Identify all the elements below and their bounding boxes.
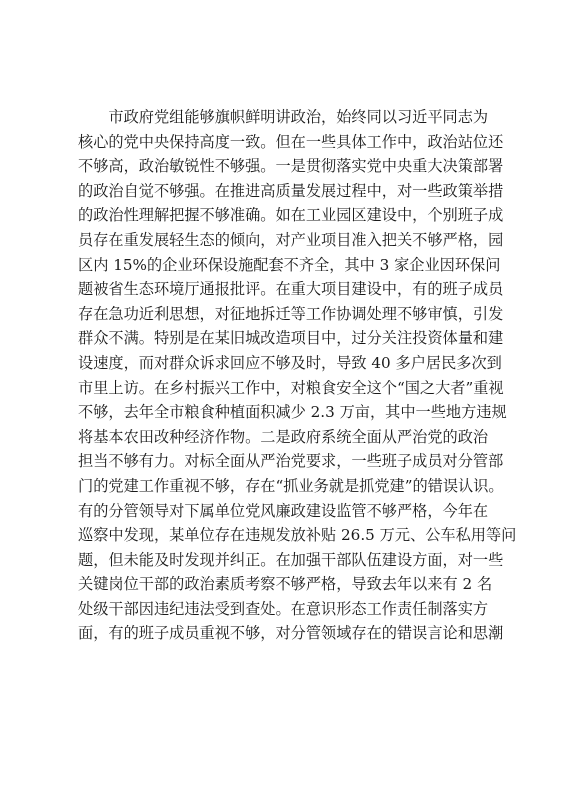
text-line: 不够高，政治敏锐性不够强。一是贯彻落实党中央重大决策部署 [78,157,504,176]
text-line: 市里上访。在乡村振兴工作中，对粮食安全这个“国之大者”重视 [78,378,504,397]
text-line: 存在急功近利思想，对征地拆迁等工作协调处理不够审慎，引发 [78,304,504,323]
text-line: 核心的党中央保持高度一致。但在一些具体工作中，政治站位还 [78,132,504,151]
text-line: 的政治性理解把握不够准确。如在工业园区建设中，个别班子成 [78,206,504,225]
body-paragraph [78,105,517,646]
text-line: 将基本农田改种经济作物。二是政府系统全面从严治党的政治 [78,427,489,446]
text-line: 设速度，而对群众诉求回应不够及时，导致 40 多户居民多次到 [78,353,502,372]
text-line: 处级干部因违纪违法受到查处。在意识形态工作责任制落实方 [78,599,489,618]
text-line: 担当不够有力。对标全面从严治党要求，一些班子成员对分管部 [78,452,504,471]
text-line: 群众不满。特别是在某旧城改造项目中，过分关注投资体量和建 [78,329,504,348]
text-line: 题被省生态环境厅通报批评。在重大项目建设中，有的班子成员 [78,280,504,299]
text-line: 不够，去年全市粮食种植面积减少 2.3 万亩，其中一些地方违规 [78,403,507,422]
text-line: 市政府党组能够旗帜鲜明讲政治，始终同以习近平同志为 [78,108,489,126]
text-line: 有的分管领导对下属单位党风廉政建设监管不够严格，今年在 [78,501,489,520]
text-line: 门的党建工作重视不够，存在“抓业务就是抓党建”的错误认识。 [78,476,504,495]
text-line: 面，有的班子成员重视不够，对分管领域存在的错误言论和思潮 [78,624,504,643]
text-line: 题，但未能及时发现并纠正。在加强干部队伍建设方面，对一些 [78,550,504,569]
text-line: 员存在重发展轻生态的倾向，对产业项目准入把关不够严格，园 [78,230,504,249]
text-line: 巡察中发现，某单位存在违规发放补贴 26.5 万元、公车私用等问 [78,526,517,545]
text-line: 的政治自觉不够强。在推进高质量发展过程中，对一些政策举措 [78,181,504,200]
text-line: 区内 15%的企业环保设施配套不齐全，其中 3 家企业因环保问 [78,255,501,274]
text-line: 关键岗位干部的政治素质考察不够严格，导致去年以来有 2 名 [78,575,493,594]
